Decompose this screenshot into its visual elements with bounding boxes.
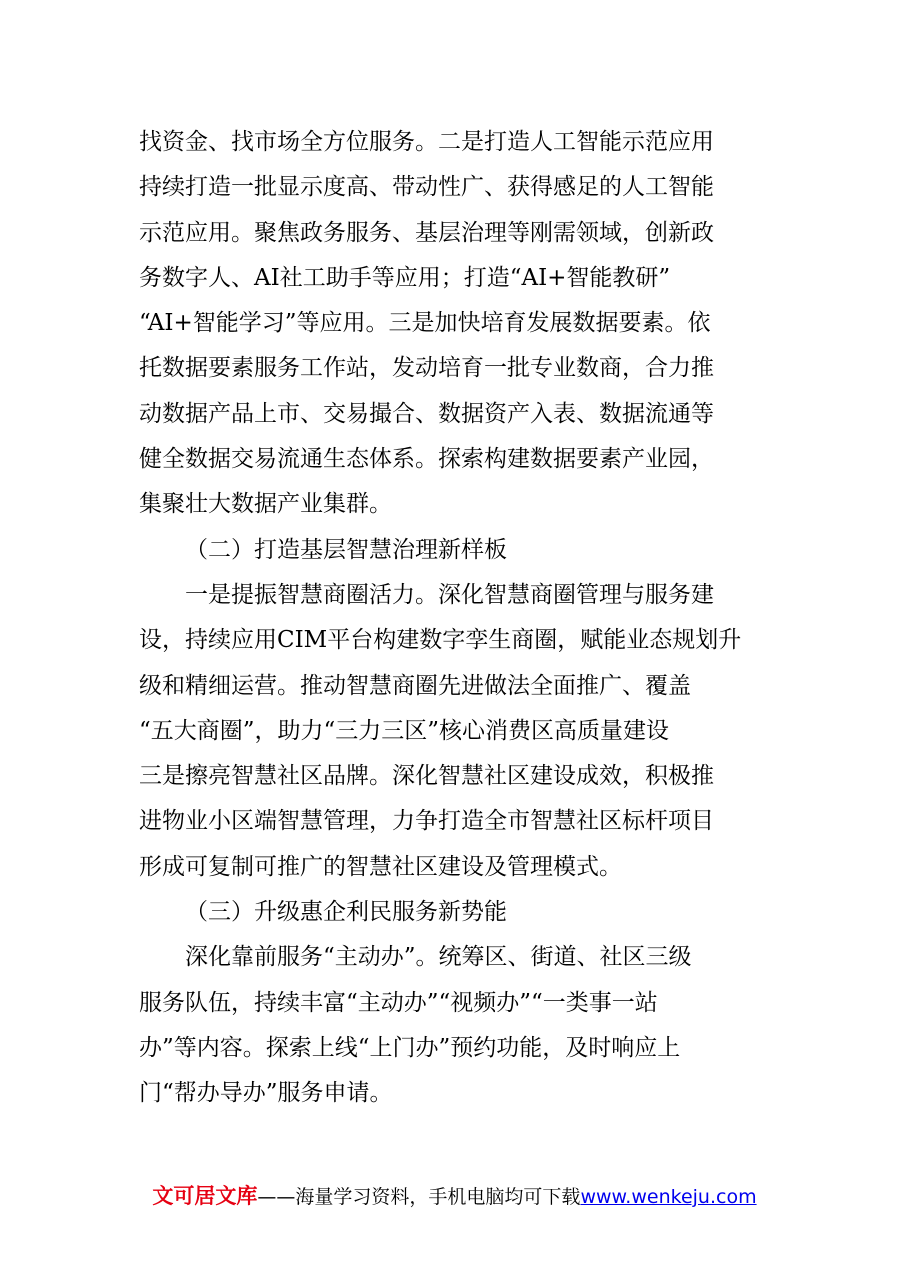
body-line: 集聚壮大数据产业集群。 [139,491,392,518]
document-body [139,120,779,1117]
body-line: 设，持续应用CIM平台构建数字孪生商圈，赋能业态规划升 [139,627,742,654]
body-line: “五大商圈”，助力“三力三区”核心消费区高质量建设 [139,717,670,744]
body-line: 动数据产品上市、交易撮合、数据资产入表、数据流通等 [139,400,714,427]
body-line: 办”等内容。探索上线“上门办”预约功能，及时响应上 [139,1034,681,1061]
body-line: 级和精细运营。推动智慧商圈先进做法全面推广、覆盖 [139,672,691,699]
website-link[interactable]: www.wenkeju.com [580,1186,757,1208]
body-line: 托数据要素服务工作站，发动培育一批专业数商，合力推 [139,355,714,382]
body-line: 示范应用。聚焦政务服务、基层治理等刚需领域，创新政 [139,219,714,246]
body-line: 门“帮办导办”服务申请。 [139,1080,393,1107]
body-line: 三是擦亮智慧社区品牌。深化智慧社区建设成效，积极推 [139,763,714,790]
body-line: 务数字人、AI社工助手等应用；打造“AI+智能教研” [139,264,671,291]
body-line: 健全数据交易流通生态体系。探索构建数据要素产业园， [139,446,714,473]
body-line: 找资金、找市场全方位服务。二是打造人工智能示范应用 [139,129,714,155]
body-line: “AI+智能学习”等应用。三是加快培育发展数据要素。依 [139,310,711,337]
body-line: 深化靠前服务“主动办”。统筹区、街道、社区三级 [185,944,692,971]
section-heading: （三）升级惠企利民服务新势能 [185,899,507,926]
body-line: 进物业小区端智慧管理，力争打造全市智慧社区标杆项目 [139,808,714,835]
body-line: 形成可复制可推广的智慧社区建设及管理模式。 [139,853,622,880]
body-line: 一是提振智慧商圈活力。深化智慧商圈管理与服务建 [185,581,714,608]
footer-banner [0,1180,909,1210]
body-line: 服务队伍，持续丰富“主动办”“视频办”“一类事一站 [139,989,658,1016]
footer-tagline: ——海量学习资料，手机电脑均可下载 [257,1186,581,1208]
brand-name: 文可居文库 [152,1184,258,1208]
body-line: 持续打造一批显示度高、带动性广、获得感足的人工智能 [139,174,714,201]
section-heading: （二）打造基层智慧治理新样板 [185,536,507,563]
